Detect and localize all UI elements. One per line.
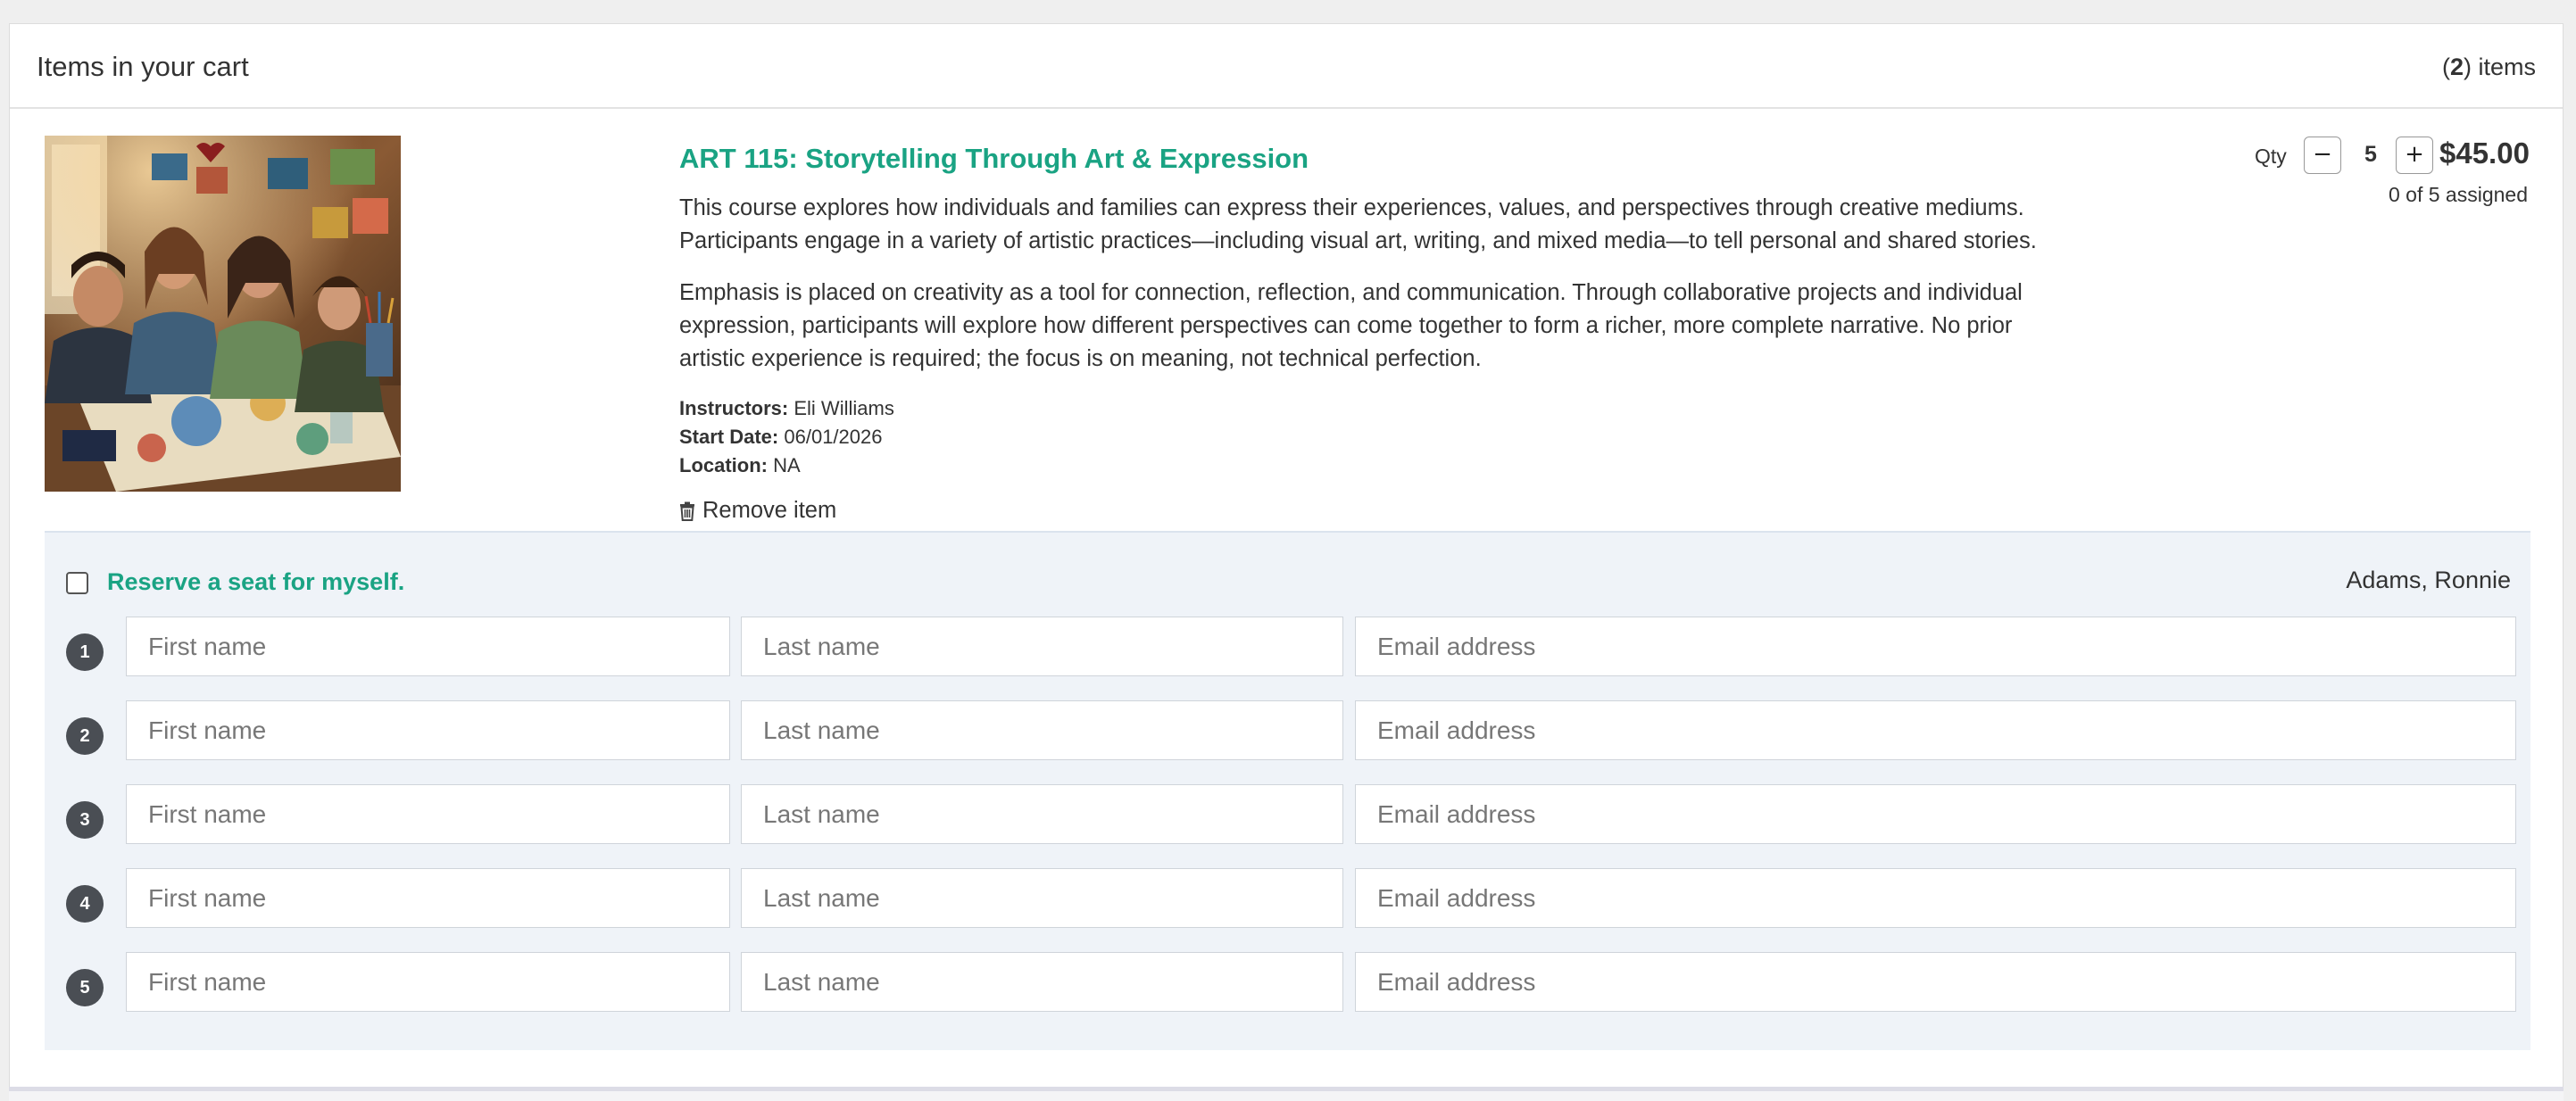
seats-assigned: 0 of 5 assigned [2388, 183, 2528, 206]
location-value: NA [773, 454, 801, 476]
course-title[interactable]: ART 115: Storytelling Through Art & Expression [679, 143, 1309, 174]
seat-number-badge: 3 [66, 801, 104, 839]
email-input[interactable] [1355, 868, 2516, 928]
seat-row [45, 784, 2530, 844]
item-count-suffix: items [2471, 54, 2536, 80]
qty-label: Qty [2255, 145, 2287, 168]
first-name-input[interactable] [126, 868, 730, 928]
last-name-input[interactable] [741, 952, 1343, 1012]
family-art-photo-icon [45, 136, 401, 492]
item-count: (2) items [2441, 54, 2536, 80]
qty-increase-button[interactable]: + [2396, 137, 2433, 174]
course-image [45, 136, 401, 492]
remove-item-label: Remove item [702, 498, 837, 523]
cart-card [9, 23, 2564, 1101]
qty-decrease-button[interactable]: − [2304, 137, 2341, 174]
last-name-input[interactable] [741, 617, 1343, 676]
seat-number-badge: 2 [66, 717, 104, 755]
first-name-input[interactable] [126, 617, 730, 676]
first-name-input[interactable] [126, 700, 730, 760]
instructors-label: Instructors: [679, 397, 789, 419]
location-label: Location: [679, 454, 768, 476]
email-input[interactable] [1355, 617, 2516, 676]
seat-row [45, 868, 2530, 928]
reserve-seat-checkbox[interactable] [66, 572, 88, 594]
start-date [679, 426, 882, 449]
trash-icon [679, 501, 695, 521]
cart-header [10, 24, 2563, 109]
last-name-input[interactable] [741, 700, 1343, 760]
current-user-name: Adams, Ronnie [2346, 567, 2511, 593]
item-price: $45.00 [2439, 137, 2530, 170]
next-card-edge [9, 1087, 2564, 1101]
reserve-seat-label[interactable]: Reserve a seat for myself. [107, 568, 405, 595]
cart-title: Items in your cart [37, 51, 249, 82]
first-name-input[interactable] [126, 952, 730, 1012]
email-input[interactable] [1355, 952, 2516, 1012]
seat-row [45, 700, 2530, 760]
remove-item-button[interactable] [679, 498, 836, 524]
last-name-input[interactable] [741, 784, 1343, 844]
start-date-value: 06/01/2026 [784, 426, 883, 448]
email-input[interactable] [1355, 700, 2516, 760]
first-name-input[interactable] [126, 784, 730, 844]
last-name-input[interactable] [741, 868, 1343, 928]
seat-row [45, 617, 2530, 676]
seat-number-badge: 4 [66, 885, 104, 923]
seat-number-badge: 1 [66, 633, 104, 671]
instructors [679, 397, 894, 420]
email-input[interactable] [1355, 784, 2516, 844]
seat-row [45, 952, 2530, 1012]
seat-number-badge: 5 [66, 969, 104, 1006]
seat-assignment-panel [45, 531, 2530, 1050]
start-date-label: Start Date: [679, 426, 779, 448]
course-description-1: This course explores how individuals and families can express their experiences, values, and perspectives through creative mediums. Participants engage in a variety of artistic practices—including visual art, writing, and mixed media—to tell personal and shared stories. [679, 195, 2037, 253]
course-description-2: Emphasis is placed on creativity as a tool for connection, reflection, and communication. Through collaborative projects and individual expression, participants will explore how different perspectives can come together to form a richer, more complete narrative. No prior artistic experience is required; the focus is on meaning, not technical perfection. [679, 280, 2023, 371]
qty-value: 5 [2364, 142, 2377, 167]
location [679, 454, 801, 477]
item-count-number: 2 [2449, 54, 2464, 80]
instructors-value: Eli Williams [794, 397, 894, 419]
